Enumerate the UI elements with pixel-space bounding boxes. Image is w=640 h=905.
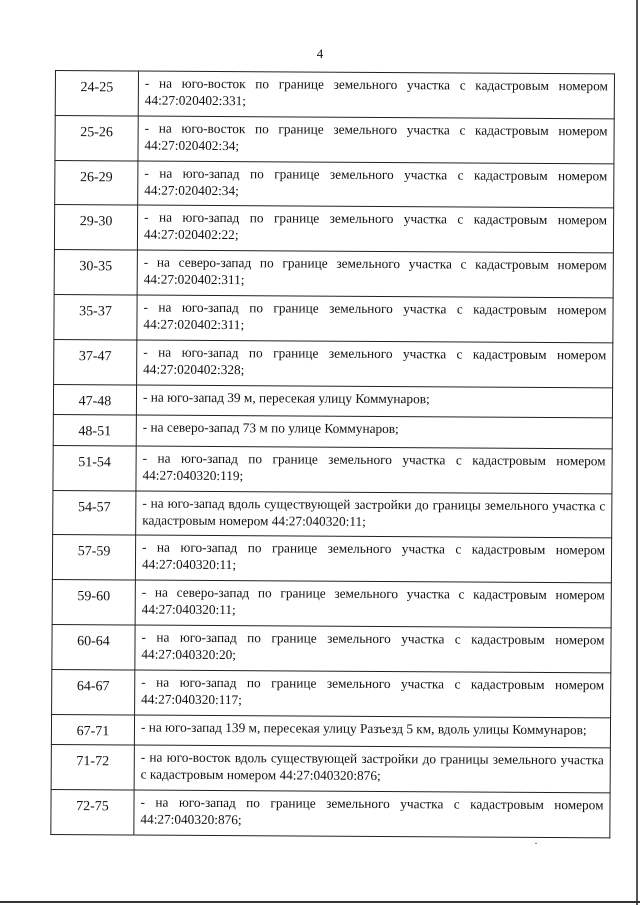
- segment-cell: 26-29: [55, 160, 138, 205]
- scan-speck: [535, 843, 537, 844]
- segment-cell: 71-72: [51, 745, 134, 790]
- table-row: [53, 415, 612, 449]
- table-row: [52, 625, 611, 673]
- table-row: [53, 445, 612, 493]
- description-cell: - на северо-запад 73 м по улице Коммунаров;: [136, 415, 612, 449]
- table-row: [51, 714, 610, 748]
- segment-cell: 35-37: [54, 294, 137, 339]
- segment-cell: 59-60: [52, 580, 135, 625]
- boundary-table-body: [51, 71, 615, 838]
- description-cell: - на северо-запад по границе земельного участка с кадастровым номером 44:27:040320:11;: [135, 580, 611, 628]
- table-row: [54, 339, 613, 387]
- segment-cell: 57-59: [52, 535, 135, 580]
- table-row: [53, 384, 612, 418]
- page-number: 4: [316, 46, 324, 61]
- segment-cell: 37-47: [54, 339, 137, 384]
- table-row: [55, 160, 614, 208]
- description-cell: - на юго-запад по границе земельного участка с кадастровым номером 44:27:040320:20;: [135, 625, 611, 673]
- segment-cell: 48-51: [53, 415, 136, 446]
- description-cell: - на юго-запад 39 м, пересекая улицу Коммунаров;: [136, 385, 612, 419]
- description-cell: - на северо-запад по границе земельного участка с кадастровым номером 44:27:020402:311;: [137, 250, 613, 298]
- description-cell: - на юго-запад по границе земельного участка с кадастровым номером 44:27:040320:11;: [135, 535, 611, 583]
- segment-cell: 24-25: [55, 71, 138, 116]
- boundary-table: [50, 70, 615, 838]
- description-cell: - на юго-запад по границе земельного участка с кадастровым номером 44:27:020402:34;: [138, 161, 614, 209]
- segment-cell: 51-54: [53, 445, 136, 490]
- segment-cell: 47-48: [53, 384, 136, 415]
- table-row: [55, 71, 614, 119]
- table-row: [51, 745, 610, 793]
- description-cell: - на юго-восток по границе земельного участка с кадастровым номером 44:27:020402:331;: [138, 71, 614, 119]
- description-cell: - на юго-запад вдоль существующей застройки до границы земельного участка с кадастровым номером 44:27:040320:11;: [136, 491, 612, 539]
- description-cell: - на юго-запад по границе земельного участка с кадастровым номером 44:27:040320:119;: [136, 446, 612, 494]
- table-row: [52, 580, 611, 628]
- table-row: [51, 790, 610, 838]
- boundary-table-wrapper: [50, 70, 615, 838]
- description-cell: - на юго-запад по границе земельного участка с кадастровым номером 44:27:020402:328;: [137, 340, 613, 388]
- segment-cell: 29-30: [54, 205, 137, 250]
- description-cell: - на юго-запад 139 м, пересекая улицу Разъезд 5 км, вдоль улицы Коммунаров;: [134, 715, 610, 749]
- description-cell: - на юго-запад по границе земельного участка с кадастровым номером 44:27:020402:311;: [137, 295, 613, 343]
- table-row: [53, 490, 612, 538]
- segment-cell: 60-64: [52, 625, 135, 670]
- description-cell: - на юго-восток вдоль существующей застройки до границы земельного участка с кадастровым номером 44:27:040320:876;: [134, 745, 610, 793]
- table-row: [54, 205, 613, 253]
- description-cell: - на юго-восток по границе земельного участка с кадастровым номером 44:27:020402:34;: [138, 116, 614, 164]
- segment-cell: 67-71: [51, 714, 134, 745]
- segment-cell: 30-35: [54, 250, 137, 295]
- table-row: [52, 535, 611, 583]
- segment-cell: 72-75: [51, 790, 134, 835]
- segment-cell: 54-57: [53, 490, 136, 535]
- table-row: [54, 294, 613, 342]
- description-cell: - на юго-запад по границе земельного участка с кадастровым номером 44:27:040320:117;: [135, 670, 611, 718]
- segment-cell: 25-26: [55, 115, 138, 160]
- scan-edge-bottom: [0, 901, 640, 903]
- table-row: [52, 669, 611, 717]
- table-row: [55, 115, 614, 163]
- description-cell: - на юго-запад по границе земельного участка с кадастровым номером 44:27:040320:876;: [134, 790, 610, 838]
- description-cell: - на юго-запад по границе земельного участка с кадастровым номером 44:27:020402:22;: [137, 205, 613, 253]
- scan-edge-right: [636, 0, 638, 905]
- table-row: [54, 250, 613, 298]
- segment-cell: 64-67: [52, 669, 135, 714]
